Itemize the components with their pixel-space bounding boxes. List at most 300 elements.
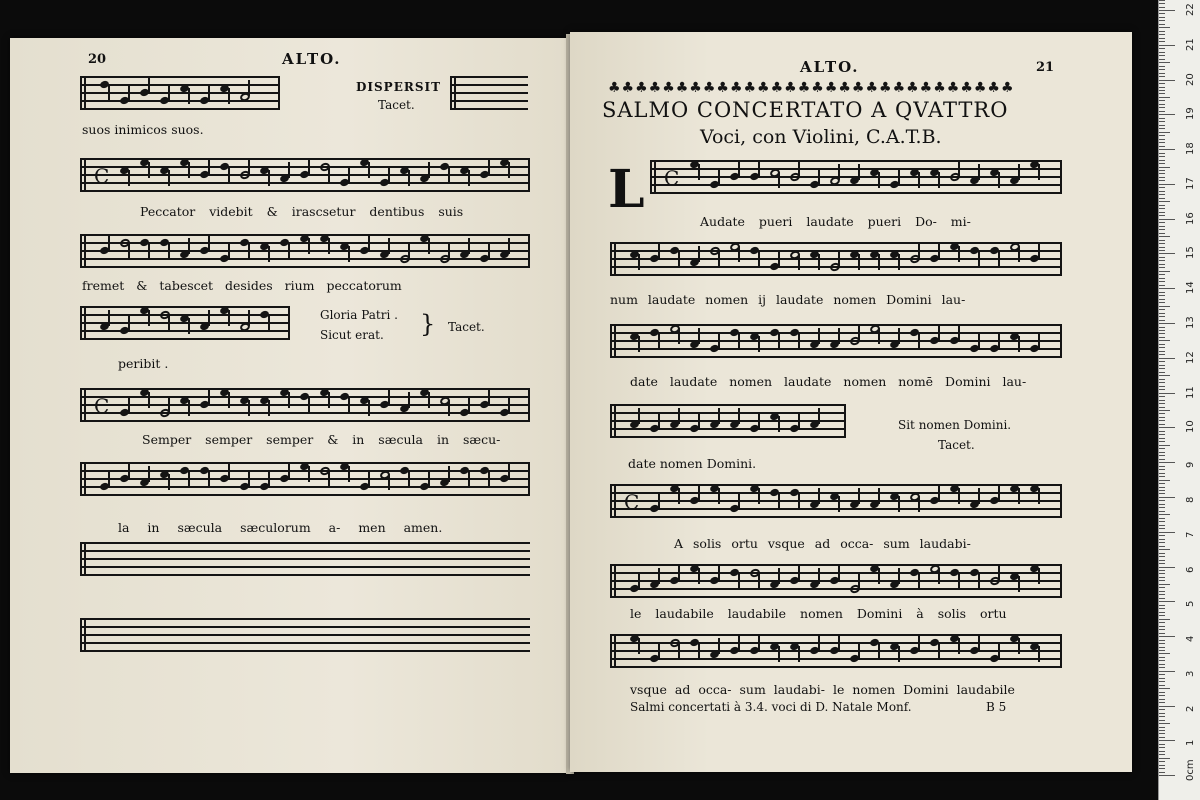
ruler-minor-tick: [1159, 320, 1165, 321]
staff-line: [80, 550, 530, 552]
ruler-minor-tick: [1159, 17, 1165, 18]
music-staff: [610, 484, 1062, 518]
drop-cap: L: [608, 159, 645, 220]
ruler-minor-tick: [1159, 267, 1165, 268]
ruler-tick: [1159, 80, 1175, 81]
ruler-minor-tick: [1159, 424, 1165, 425]
ruler-minor-tick: [1159, 737, 1165, 738]
ruler-minor-tick: [1159, 640, 1165, 641]
ruler-minor-tick: [1159, 445, 1170, 446]
ruler-label: 19: [1185, 107, 1196, 121]
ruler-minor-tick: [1159, 337, 1165, 338]
ruler-minor-tick: [1159, 643, 1165, 644]
ruler-minor-tick: [1159, 765, 1165, 766]
ruler-minor-tick: [1159, 403, 1165, 404]
staff-barline: [1060, 484, 1062, 518]
ruler-minor-tick: [1159, 313, 1165, 314]
ruler-label: 1: [1185, 740, 1196, 747]
ruler-minor-tick: [1159, 768, 1165, 769]
ruler-minor-tick: [1159, 372, 1165, 373]
ruler-minor-tick: [1159, 167, 1170, 168]
ruler-tick: [1159, 740, 1175, 741]
ruler-minor-tick: [1159, 664, 1165, 665]
ruler-label: 8: [1185, 496, 1196, 503]
staff-barline: [528, 388, 530, 422]
ruler-tick: [1159, 149, 1175, 150]
staff-barline: [614, 564, 616, 598]
ruler-minor-tick: [1159, 24, 1165, 25]
ruler-minor-tick: [1159, 257, 1165, 258]
ruler-minor-tick: [1159, 615, 1165, 616]
ruler-minor-tick: [1159, 292, 1165, 293]
ruler-minor-tick: [1159, 761, 1165, 762]
sit-label: Sit nomen Domini.: [898, 418, 1012, 432]
staff-barline: [614, 634, 616, 668]
lyric-line: date laudate nomen laudate nomen nomē Domini lau-: [630, 374, 1027, 389]
ruler-minor-tick: [1159, 480, 1170, 481]
ruler-minor-tick: [1159, 55, 1165, 56]
staff-barline: [528, 462, 530, 496]
ruler-minor-tick: [1159, 723, 1170, 724]
lyric-line: la in sæcula sæculorum a- men amen.: [118, 520, 443, 535]
tacet-label: Tacet.: [938, 438, 975, 452]
ruler-minor-tick: [1159, 772, 1165, 773]
ruler-minor-tick: [1159, 695, 1165, 696]
ruler-label: 6: [1185, 566, 1196, 573]
staff-barline: [614, 484, 616, 518]
ruler-minor-tick: [1159, 7, 1165, 8]
ruler-minor-tick: [1159, 13, 1165, 14]
ruler-minor-tick: [1159, 264, 1165, 265]
left-page: [10, 38, 568, 773]
staff-barline: [80, 618, 82, 652]
ruler-minor-tick: [1159, 622, 1165, 623]
staff-line: [610, 588, 1062, 590]
right-page: [570, 32, 1132, 772]
staff-barline: [80, 306, 82, 340]
ruler-minor-tick: [1159, 653, 1170, 654]
ruler-minor-tick: [1159, 452, 1165, 453]
ruler-tick: [1159, 462, 1175, 463]
ruler-tick: [1159, 532, 1175, 533]
ruler-minor-tick: [1159, 233, 1165, 234]
page-number: 21: [1036, 60, 1055, 75]
ruler-minor-tick: [1159, 744, 1165, 745]
ruler-minor-tick: [1159, 407, 1165, 408]
staff-line: [610, 666, 1062, 668]
ruler-minor-tick: [1159, 347, 1165, 348]
lyric-line: Peccator videbit & irascsetur dentibus suis: [140, 204, 464, 219]
ruler-tick: [1159, 114, 1175, 115]
staff-barline: [80, 462, 82, 496]
staff-line: [80, 566, 530, 568]
ruler-minor-tick: [1159, 580, 1165, 581]
ruler-minor-tick: [1159, 83, 1165, 84]
ruler-minor-tick: [1159, 667, 1165, 668]
ruler-minor-tick: [1159, 674, 1165, 675]
empty-staff: [80, 618, 530, 652]
staff-line: [80, 330, 290, 332]
staff-line: [80, 634, 530, 636]
ruler-tick: [1159, 601, 1175, 602]
staff-barline: [84, 388, 86, 422]
staff-line: [610, 508, 1062, 510]
ruler-minor-tick: [1159, 400, 1165, 401]
ruler-minor-tick: [1159, 438, 1165, 439]
ruler-minor-tick: [1159, 396, 1165, 397]
running-head: ALTO.: [282, 50, 342, 68]
staff-line: [610, 436, 846, 438]
ruler-tick: [1159, 775, 1175, 776]
ruler-minor-tick: [1159, 93, 1165, 94]
staff-barline: [80, 158, 82, 192]
staff-line: [80, 642, 530, 644]
ruler-tick: [1159, 219, 1175, 220]
ruler-minor-tick: [1159, 702, 1165, 703]
staff-line: [80, 338, 290, 340]
staff-line: [80, 618, 530, 620]
staff-line: [80, 650, 530, 652]
staff-line: [610, 242, 1062, 244]
ruler-minor-tick: [1159, 135, 1165, 136]
ruler-minor-tick: [1159, 125, 1165, 126]
ruler-minor-tick: [1159, 413, 1165, 414]
ruler-tick: [1159, 636, 1175, 637]
ruler-minor-tick: [1159, 330, 1165, 331]
staff-barline: [84, 76, 86, 110]
staff-barline: [80, 542, 82, 576]
ruler-minor-tick: [1159, 587, 1165, 588]
staff-barline: [654, 160, 656, 194]
ruler-minor-tick: [1159, 619, 1170, 620]
ruler-minor-tick: [1159, 187, 1165, 188]
ruler-minor-tick: [1159, 90, 1165, 91]
staff-barline: [1060, 324, 1062, 358]
ruler-minor-tick: [1159, 598, 1165, 599]
ruler-minor-tick: [1159, 382, 1165, 383]
measurement-ruler: [1158, 0, 1200, 800]
lyric-line: suos inimicos suos.: [82, 122, 204, 137]
ruler-minor-tick: [1159, 389, 1165, 390]
ruler-minor-tick: [1159, 62, 1170, 63]
ruler-minor-tick: [1159, 226, 1165, 227]
ruler-minor-tick: [1159, 507, 1165, 508]
ruler-minor-tick: [1159, 260, 1165, 261]
music-staff: [610, 564, 1062, 598]
page-title: SALMO CONCERTATO A QVATTRO: [602, 98, 1009, 122]
music-staff: [650, 160, 1062, 194]
staff-barline: [1060, 160, 1062, 194]
music-staff: [610, 242, 1062, 276]
staff-barline: [80, 76, 82, 110]
lyric-line: date nomen Domini.: [628, 456, 757, 471]
music-staff: [610, 634, 1062, 668]
ruler-minor-tick: [1159, 3, 1165, 4]
ruler-minor-tick: [1159, 66, 1165, 67]
ruler-minor-tick: [1159, 417, 1165, 418]
ruler-minor-tick: [1159, 87, 1165, 88]
ruler-minor-tick: [1159, 758, 1170, 759]
ruler-minor-tick: [1159, 633, 1165, 634]
ruler-tick: [1159, 427, 1175, 428]
staff-barline: [610, 324, 612, 358]
sicut-label: Sicut erat.: [320, 328, 384, 342]
ruler-minor-tick: [1159, 476, 1165, 477]
ruler-minor-tick: [1159, 431, 1165, 432]
ruler-minor-tick: [1159, 20, 1165, 21]
staff-barline: [1060, 564, 1062, 598]
staff-line: [450, 76, 528, 78]
staff-line: [450, 84, 528, 86]
running-head: ALTO.: [800, 58, 860, 76]
ruler-minor-tick: [1159, 285, 1165, 286]
ruler-minor-tick: [1159, 173, 1165, 174]
music-staff: [610, 324, 1062, 358]
staff-line: [80, 190, 530, 192]
ruler-minor-tick: [1159, 121, 1165, 122]
ruler-label: 17: [1185, 177, 1196, 190]
ruler-minor-tick: [1159, 594, 1165, 595]
ruler-minor-tick: [1159, 104, 1165, 105]
ruler-minor-tick: [1159, 469, 1165, 470]
staff-barline: [84, 234, 86, 268]
brace-icon: }: [420, 310, 436, 338]
ruler-minor-tick: [1159, 713, 1165, 714]
ruler-label: 20: [1185, 72, 1196, 86]
ruler-minor-tick: [1159, 584, 1170, 585]
staff-line: [610, 596, 1062, 598]
staff-line: [450, 100, 528, 102]
ruler-minor-tick: [1159, 281, 1165, 282]
staff-barline: [528, 158, 530, 192]
ruler-label: 18: [1185, 142, 1196, 156]
ruler-minor-tick: [1159, 361, 1165, 362]
ruler-label: 21: [1185, 38, 1196, 51]
ruler-minor-tick: [1159, 692, 1165, 693]
ruler-label: 2: [1185, 705, 1196, 712]
ruler-minor-tick: [1159, 466, 1165, 467]
ruler-label: 4: [1185, 635, 1196, 643]
ruler-minor-tick: [1159, 730, 1165, 731]
ruler-minor-tick: [1159, 153, 1165, 154]
staff-line: [80, 306, 290, 308]
ruler-minor-tick: [1159, 344, 1165, 345]
staff-barline: [84, 158, 86, 192]
ruler-minor-tick: [1159, 278, 1165, 279]
empty-staff: [80, 542, 530, 576]
ruler-minor-tick: [1159, 514, 1170, 515]
ruler-tick: [1159, 358, 1175, 359]
music-staff: [80, 158, 530, 192]
ruler-minor-tick: [1159, 163, 1165, 164]
ruler-minor-tick: [1159, 333, 1165, 334]
ruler-minor-tick: [1159, 455, 1165, 456]
ruler-minor-tick: [1159, 678, 1165, 679]
staff-line: [80, 182, 530, 184]
staff-barline: [614, 242, 616, 276]
ruler-minor-tick: [1159, 379, 1165, 380]
ruler-tick: [1159, 323, 1175, 324]
staff-line: [650, 168, 1062, 170]
ruler-minor-tick: [1159, 570, 1165, 571]
ruler-minor-tick: [1159, 354, 1165, 355]
ruler-minor-tick: [1159, 549, 1170, 550]
staff-line: [80, 574, 530, 576]
ruler-minor-tick: [1159, 542, 1165, 543]
ruler-minor-tick: [1159, 553, 1165, 554]
ruler-minor-tick: [1159, 518, 1165, 519]
ruler-minor-tick: [1159, 208, 1165, 209]
ruler-minor-tick: [1159, 493, 1165, 494]
ruler-minor-tick: [1159, 504, 1165, 505]
ornament-vine-icon: ♣♣♣♣♣♣♣♣♣♣♣♣♣♣♣♣♣♣♣♣♣♣♣♣♣♣♣♣♣♣: [608, 80, 1015, 96]
ruler-minor-tick: [1159, 556, 1165, 557]
staff-line: [80, 100, 280, 102]
ruler-minor-tick: [1159, 59, 1165, 60]
staff-barline: [80, 234, 82, 268]
music-staff: [450, 76, 528, 110]
ruler-minor-tick: [1159, 490, 1165, 491]
ruler-tick: [1159, 393, 1175, 394]
ruler-minor-tick: [1159, 605, 1165, 606]
ruler-minor-tick: [1159, 250, 1165, 251]
ruler-minor-tick: [1159, 386, 1165, 387]
staff-line: [80, 558, 530, 560]
staff-barline: [288, 306, 290, 340]
ruler-minor-tick: [1159, 560, 1165, 561]
staff-barline: [80, 388, 82, 422]
staff-line: [610, 516, 1062, 518]
ruler-minor-tick: [1159, 459, 1165, 460]
ruler-minor-tick: [1159, 521, 1165, 522]
ruler-minor-tick: [1159, 660, 1165, 661]
staff-barline: [84, 462, 86, 496]
ruler-minor-tick: [1159, 215, 1165, 216]
ruler-label: 5: [1185, 600, 1196, 608]
ruler-minor-tick: [1159, 626, 1165, 627]
ruler-minor-tick: [1159, 368, 1165, 369]
music-staff: [80, 306, 290, 340]
staff-line: [610, 356, 1062, 358]
ruler-label: 22: [1185, 3, 1196, 16]
staff-line: [610, 428, 846, 430]
lyric-line: Audate pueri laudate pueri Do- mi-: [700, 214, 971, 229]
ruler-minor-tick: [1159, 97, 1170, 98]
ruler-minor-tick: [1159, 727, 1165, 728]
ruler-label: 10: [1185, 420, 1196, 434]
ruler-minor-tick: [1159, 107, 1165, 108]
ruler-minor-tick: [1159, 539, 1165, 540]
ruler-minor-tick: [1159, 688, 1170, 689]
ruler-minor-tick: [1159, 191, 1165, 192]
ruler-tick: [1159, 253, 1175, 254]
ruler-minor-tick: [1159, 375, 1170, 376]
music-staff: [610, 404, 846, 438]
ruler-minor-tick: [1159, 650, 1165, 651]
ruler-minor-tick: [1159, 699, 1165, 700]
ruler-minor-tick: [1159, 365, 1165, 366]
ruler-minor-tick: [1159, 205, 1165, 206]
staff-barline: [610, 564, 612, 598]
ruler-minor-tick: [1159, 48, 1165, 49]
ruler-minor-tick: [1159, 420, 1165, 421]
ruler-tick: [1159, 706, 1175, 707]
section-label: DISPERSIT: [356, 80, 442, 94]
music-staff: [80, 234, 530, 268]
staff-barline: [610, 242, 612, 276]
staff-line: [450, 92, 528, 94]
staff-barline: [1060, 242, 1062, 276]
ruler-minor-tick: [1159, 128, 1165, 129]
ruler-minor-tick: [1159, 535, 1165, 536]
ruler-minor-tick: [1159, 716, 1165, 717]
ruler-tick: [1159, 184, 1175, 185]
ruler-minor-tick: [1159, 573, 1165, 574]
staff-barline: [610, 634, 612, 668]
ruler-minor-tick: [1159, 577, 1165, 578]
music-staff: [80, 388, 530, 422]
ruler-label: 14: [1185, 281, 1196, 295]
ruler-minor-tick: [1159, 212, 1165, 213]
ruler-minor-tick: [1159, 441, 1165, 442]
staff-line: [80, 266, 530, 268]
staff-line: [80, 92, 280, 94]
tacet-label: Tacet.: [448, 320, 485, 334]
ruler-minor-tick: [1159, 316, 1165, 317]
staff-line: [80, 108, 280, 110]
staff-barline: [84, 306, 86, 340]
staff-barline: [1060, 634, 1062, 668]
ruler-minor-tick: [1159, 170, 1165, 171]
ruler-minor-tick: [1159, 647, 1165, 648]
staff-barline: [844, 404, 846, 438]
ruler-minor-tick: [1159, 201, 1170, 202]
ruler-minor-tick: [1159, 500, 1165, 501]
staff-line: [80, 486, 530, 488]
staff-barline: [528, 234, 530, 268]
ruler-minor-tick: [1159, 306, 1170, 307]
ruler-minor-tick: [1159, 247, 1165, 248]
ruler-minor-tick: [1159, 685, 1165, 686]
ruler-label: 12: [1185, 351, 1196, 364]
ruler-minor-tick: [1159, 0, 1165, 1]
ruler-minor-tick: [1159, 222, 1165, 223]
ruler-tick: [1159, 45, 1175, 46]
staff-line: [650, 160, 1062, 162]
ruler-minor-tick: [1159, 747, 1165, 748]
ruler-minor-tick: [1159, 299, 1165, 300]
ruler-minor-tick: [1159, 177, 1165, 178]
ruler-minor-tick: [1159, 709, 1165, 710]
lyric-line: num laudate nomen ij laudate nomen Domini lau-: [610, 292, 966, 307]
ruler-label: 16: [1185, 211, 1196, 225]
staff-line: [650, 192, 1062, 194]
ruler-tick: [1159, 567, 1175, 568]
ruler-minor-tick: [1159, 274, 1165, 275]
ruler-minor-tick: [1159, 156, 1165, 157]
ruler-minor-tick: [1159, 295, 1165, 296]
ruler-minor-tick: [1159, 546, 1165, 547]
ruler-minor-tick: [1159, 302, 1165, 303]
ruler-tick: [1159, 10, 1175, 11]
lyric-line: peribit .: [118, 356, 169, 371]
ruler-minor-tick: [1159, 434, 1165, 435]
ruler-minor-tick: [1159, 180, 1165, 181]
staff-line: [80, 420, 530, 422]
ruler-minor-tick: [1159, 528, 1165, 529]
staff-barline: [650, 160, 652, 194]
page-subtitle: Voci, con Violini, C.A.T.B.: [700, 126, 942, 148]
